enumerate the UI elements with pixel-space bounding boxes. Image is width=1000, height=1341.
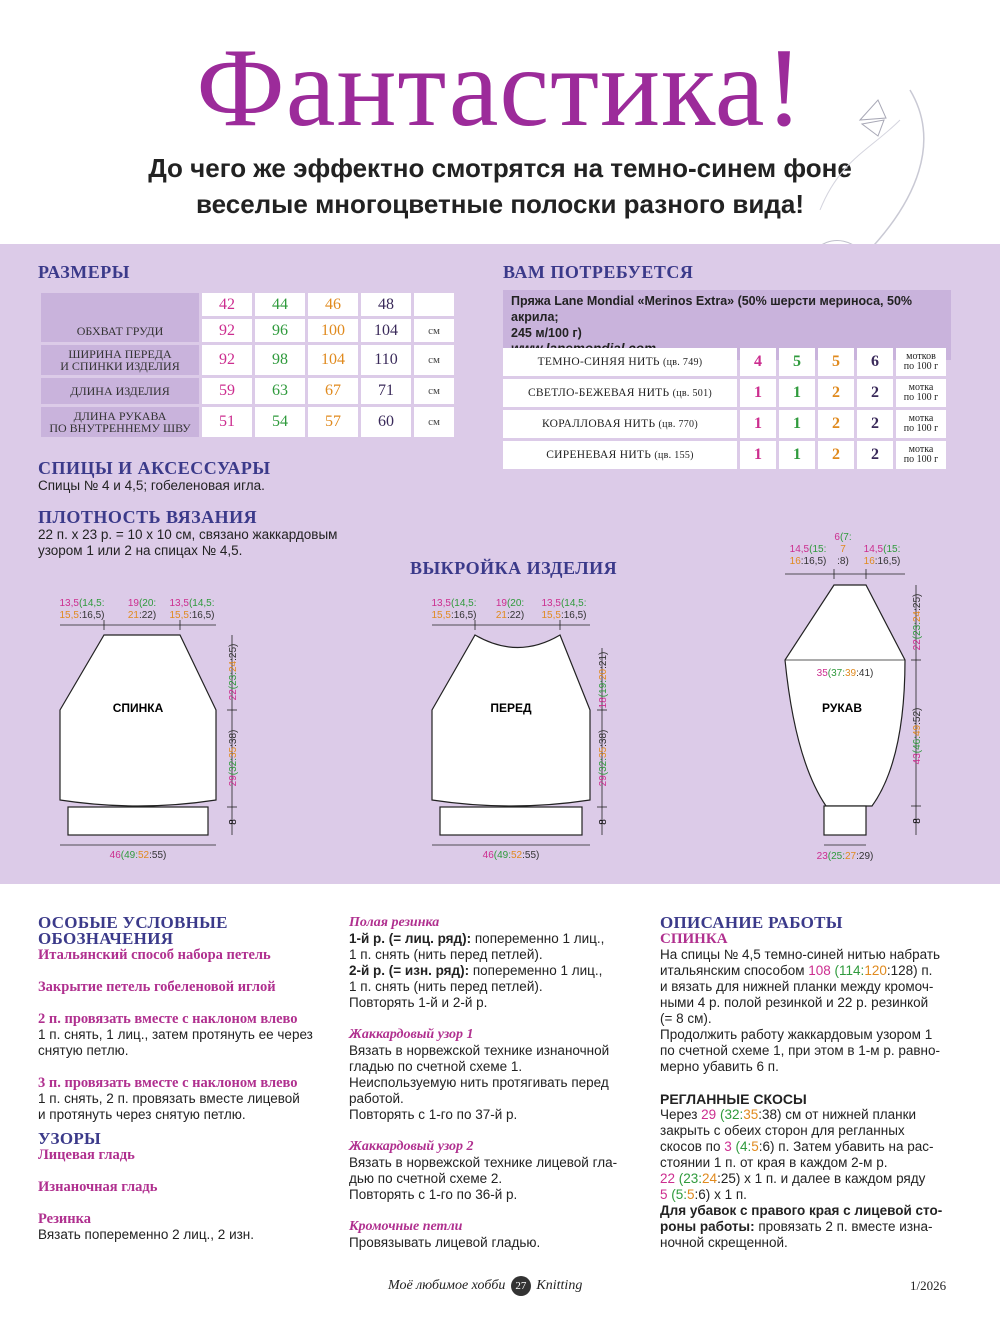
text-span: см от нижней планки — [781, 1107, 917, 1122]
size-value: :25) — [717, 1171, 741, 1186]
subtitle-line-2: веселые многоцветные полоски разного вида! — [195, 189, 805, 219]
text-line: дью по счетной схеме 2. — [349, 1171, 503, 1186]
dim-label: 13,5(14,5: — [431, 598, 477, 609]
subheading: Жаккардовый узор 2 — [349, 1139, 474, 1154]
value-cell: 71 — [361, 378, 411, 404]
subheading: РЕГЛАННЫЕ СКОСЫ — [660, 1091, 807, 1107]
needles-text: Спицы № 4 и 4,5; гобеленовая игла. — [38, 478, 265, 493]
value-cell: 110 — [361, 345, 411, 375]
row-label-line: И СПИНКИ ИЗДЕЛИЯ — [60, 359, 180, 373]
section-heading: ОБОЗНАЧЕНИЯ — [38, 929, 174, 948]
size-value: (32: — [716, 1107, 744, 1122]
size-value: 5 — [751, 1139, 759, 1154]
text-line — [660, 963, 960, 979]
unit-line: по 100 г — [903, 361, 939, 372]
unit-line: мотка — [908, 382, 934, 393]
yarn-color-label — [503, 348, 737, 376]
unit-line: мотка — [908, 413, 934, 424]
dim-label: 43(46:49:52) — [912, 707, 923, 765]
text-line: Вязать попеременно 2 лиц., 2 изн. — [38, 1227, 254, 1242]
size-value: :6) — [758, 1139, 775, 1154]
dim-label: 15,5:16,5) — [169, 610, 215, 621]
magazine-name-part: Моё любимое хобби — [388, 1278, 506, 1293]
gauge-line: узором 1 или 2 на спицах № 4,5. — [38, 543, 243, 558]
unit-line: по 100 г — [903, 392, 939, 403]
text-span: провязать 2 п. вместе изна- — [754, 1219, 933, 1234]
unit-cell: см — [414, 319, 454, 342]
yarn-name: СВЕТЛО-БЕЖЕВАЯ НИТЬ — [527, 387, 670, 399]
size-cell: 46 — [308, 293, 358, 316]
dim-label: 19(20: — [495, 598, 525, 609]
dim-label: 22(23:24:25) — [912, 593, 923, 651]
size-value: 35 — [743, 1107, 759, 1122]
text-line: Продолжить работу жаккардовым узором 1 — [660, 1027, 933, 1042]
value-cell: 92 — [202, 319, 252, 342]
magazine-name — [388, 1276, 582, 1296]
unit-cell: см — [414, 345, 454, 375]
pattern-heading: ВЫКРОЙКА ИЗДЕЛИЯ — [410, 558, 618, 578]
text-line: Провязывать лицевой гладью. — [349, 1235, 541, 1250]
value-cell: 100 — [308, 319, 358, 342]
dim-label: 35(37:39:41) — [816, 668, 874, 679]
yarn-code: (цв. 770) — [658, 419, 698, 430]
text-line: Для убавок с правого края с лицевой сто- — [660, 1203, 943, 1218]
text-line: Повторять 1-й и 2-й р. — [349, 995, 488, 1010]
gauge-line: 22 п. х 23 р. = 10 х 10 см, связано жаккардовым — [38, 527, 338, 542]
sleeve-piece — [785, 532, 923, 862]
table-row — [41, 345, 454, 375]
text-line: закрыть с обеих сторон для регланных — [660, 1123, 905, 1138]
magazine-title: Фантастика! — [196, 26, 804, 150]
subheading: Итальянский способ набора петель — [38, 947, 271, 963]
dim-label: 19(20: — [127, 598, 157, 609]
size-value: 5 — [687, 1187, 695, 1202]
text-line: 1 п. снять (нить перед петлей). — [349, 947, 543, 962]
yarn-color-label — [503, 379, 737, 407]
size-value: :128) — [886, 963, 918, 978]
text-span: п. — [917, 963, 933, 978]
value-cell: 1 — [740, 441, 776, 469]
size-value: 108 — [808, 963, 831, 978]
value-cell: 54 — [255, 407, 305, 437]
page-number: 27 — [511, 1276, 531, 1296]
size-value: (4: — [731, 1139, 752, 1154]
size-value: (23: — [675, 1171, 703, 1186]
dim-label: 15,5:16,5) — [59, 610, 105, 621]
text-line: 1 п. снять, 2 п. провязать вместе лицевой — [38, 1091, 300, 1106]
yarn-name: КОРАЛЛОВАЯ НИТЬ — [542, 418, 656, 430]
text-line: ными 4 р. полой резинкой и 22 р. резинкой — [660, 995, 929, 1010]
dim-label: 7 — [840, 544, 846, 555]
yarn-line: Пряжа Lane Mondial «Merinos Extra» (50% шерсти мериноса, 50% акрила; — [511, 294, 913, 324]
dim-label: 22(23:24:25) — [228, 643, 239, 701]
sizes-heading: РАЗМЕРЫ — [38, 262, 130, 282]
table-row — [41, 407, 454, 437]
dim-label: :8) — [837, 556, 849, 567]
dim-label: 15,5:16,5) — [541, 610, 587, 621]
row-text: попеременно 1 лиц., — [471, 931, 605, 946]
section-heading: ОПИСАНИЕ РАБОТЫ — [660, 913, 843, 932]
table-row — [503, 348, 946, 376]
text-line: по счетной схеме 1, при этом в 1-м р. равно- — [660, 1043, 940, 1058]
size-value: :38) — [758, 1107, 782, 1122]
dim-label: 46(49:52:55) — [482, 850, 540, 861]
dim-label: 8 — [912, 818, 923, 824]
value-cell: 96 — [255, 319, 305, 342]
text-span: х 1 п. — [710, 1187, 747, 1202]
dim-label: 14,5(15: — [863, 544, 901, 555]
value-cell: 1 — [740, 410, 776, 438]
value-cell: 1 — [779, 379, 815, 407]
yarn-code: (цв. 155) — [654, 450, 694, 461]
unit-cell — [896, 348, 946, 376]
text-line: (= 8 см). — [660, 1011, 712, 1026]
value-cell: 67 — [308, 378, 358, 404]
dim-label: 13,5(14,5: — [541, 598, 587, 609]
yarn-code: (цв. 749) — [663, 357, 703, 368]
size-value: (114: — [830, 963, 865, 978]
value-cell: 6 — [857, 348, 893, 376]
value-cell: 5 — [818, 348, 854, 376]
subheading: 2 п. провязать вместе с наклоном влево — [38, 1011, 298, 1027]
value-cell: 104 — [361, 319, 411, 342]
value-cell: 2 — [818, 379, 854, 407]
dim-label: 21:22) — [127, 610, 157, 621]
value-cell: 59 — [202, 378, 252, 404]
text-line — [660, 1219, 960, 1235]
value-cell: 4 — [740, 348, 776, 376]
gauge-heading: ПЛОТНОСТЬ ВЯЗАНИЯ — [38, 507, 258, 527]
subheading: СПИНКА — [660, 931, 728, 947]
unit-cell — [896, 441, 946, 469]
subheading: 3 п. провязать вместе с наклоном влево — [38, 1075, 298, 1091]
dim-label: 16:16,5) — [789, 556, 827, 567]
text-span: роны работы: — [660, 1219, 755, 1234]
yarn-code: (цв. 501) — [672, 388, 713, 399]
size-value: :6) — [694, 1187, 711, 1202]
size-value: (5: — [667, 1187, 688, 1202]
size-cell: 48 — [361, 293, 411, 316]
text-span: х 1 п. и далее в каждом ряду — [740, 1171, 926, 1186]
text-line: и протянуть через снятую петлю. — [38, 1107, 246, 1122]
table-row — [41, 293, 454, 316]
text-line: и вязать для нижней планки между кромоч- — [660, 979, 934, 994]
value-cell: 2 — [857, 441, 893, 469]
dim-label: 8 — [598, 819, 609, 825]
text-line — [660, 1139, 960, 1155]
row-label: ОБХВАТ ГРУДИ — [41, 293, 199, 342]
text-span: итальянским способом — [660, 963, 809, 978]
instructions-column — [660, 915, 960, 1251]
size-value: 120 — [864, 963, 887, 978]
size-cell: 42 — [202, 293, 252, 316]
text-line: Вязать в норвежской технике лицевой гла- — [349, 1155, 618, 1170]
text-line: 1 п. снять (нить перед петлей). — [349, 979, 543, 994]
yarn-name: СИРЕНЕВАЯ НИТЬ — [546, 449, 652, 461]
dim-label: 15,5:16,5) — [431, 610, 477, 621]
value-cell: 63 — [255, 378, 305, 404]
front-piece — [431, 598, 609, 861]
text-line: Повторять с 1-го по 37-й р. — [349, 1107, 518, 1122]
text-line — [660, 1171, 960, 1187]
value-cell: 1 — [779, 410, 815, 438]
section-heading: ОСОБЫЕ УСЛОВНЫЕ — [38, 913, 228, 932]
subheading: Закрытие петель гобеленовой иглой — [38, 979, 276, 995]
dim-label: 23(25:27:29) — [816, 851, 874, 862]
size-value: 24 — [702, 1171, 718, 1186]
text-line: стоянии 1 п. от края в каждом 2-м р. — [660, 1155, 888, 1170]
dim-label: 13,5(14,5: — [59, 598, 105, 609]
value-cell: 5 — [779, 348, 815, 376]
text-span: п. Затем убавить на рас- — [774, 1139, 934, 1154]
value-cell: 2 — [857, 410, 893, 438]
row-label: 2-й р. (= изн. ряд): — [349, 963, 470, 978]
section-heading: УЗОРЫ — [38, 1129, 102, 1148]
dim-label: 29(32:35:38) — [228, 729, 239, 787]
text-line: гладью по счетной схеме 1. — [349, 1059, 523, 1074]
size-value: 22 — [660, 1171, 676, 1186]
dim-label: 8 — [228, 819, 239, 825]
text-line: На спицы № 4,5 темно-синей нитью набрать — [660, 947, 941, 962]
dim-label: 18(19:20:21) — [598, 651, 609, 709]
table-row — [503, 379, 946, 407]
unit-cell — [896, 410, 946, 438]
table-row — [41, 378, 454, 404]
magazine-name-part: Knitting — [536, 1278, 583, 1293]
sleeve-label: РУКАВ — [822, 701, 862, 715]
row-label: ДЛИНА ИЗДЕЛИЯ — [41, 378, 199, 404]
page-footer — [0, 1276, 1000, 1298]
yarn-line: 245 м/100 г) — [511, 326, 582, 340]
row-label: 1-й р. (= лиц. ряд): — [349, 931, 472, 946]
row-label-line: ДЛИНА РУКАВА — [73, 409, 167, 423]
value-cell: 57 — [308, 407, 358, 437]
value-cell: 104 — [308, 345, 358, 375]
value-cell: 1 — [779, 441, 815, 469]
subheading: Кромочные петли — [349, 1219, 463, 1234]
yarn-color-label — [503, 441, 737, 469]
unit-line: по 100 г — [903, 423, 939, 434]
unit-cell: см — [414, 407, 454, 437]
subtitle-line-1: До чего же эффектно смотрятся на темно-синем фоне — [148, 153, 852, 183]
text-line: 1 п. снять, 1 лиц., затем протянуть ее через — [38, 1027, 313, 1042]
materials-table — [500, 345, 949, 472]
subheading: Жаккардовый узор 1 — [349, 1027, 474, 1042]
unit-line: по 100 г — [903, 454, 939, 465]
needles-heading: СПИЦЫ И АКСЕССУАРЫ — [38, 458, 271, 478]
text-line: снятую петлю. — [38, 1043, 129, 1058]
yarn-name: ТЕМНО-СИНЯЯ НИТЬ — [537, 356, 660, 368]
subheading: Полая резинка — [349, 915, 440, 930]
text-span: скосов по — [660, 1139, 725, 1154]
value-cell: 2 — [818, 410, 854, 438]
text-line: Вязать в норвежской технике изнаночной — [349, 1043, 610, 1058]
subheading: Изнаночная гладь — [38, 1179, 158, 1195]
text-line: ночной скрещенной. — [660, 1235, 788, 1250]
legend-column — [38, 915, 338, 1243]
front-label: ПЕРЕД — [490, 701, 532, 715]
text-line — [660, 1107, 960, 1123]
text-line: Неиспользуемую нить протягивать перед — [349, 1075, 609, 1090]
value-cell: 51 — [202, 407, 252, 437]
unit-line: мотка — [908, 444, 934, 455]
sizes-table — [38, 290, 457, 440]
row-label-line: ШИРИНА ПЕРЕДА — [68, 347, 172, 361]
unit-cell — [896, 379, 946, 407]
dim-label: 6(7: — [834, 532, 852, 543]
dim-label: 14,5(15: — [789, 544, 827, 555]
patterns-column — [349, 915, 649, 1251]
value-cell: 92 — [202, 345, 252, 375]
value-cell: 2 — [857, 379, 893, 407]
dim-label: 16:16,5) — [863, 556, 901, 567]
table-row — [503, 410, 946, 438]
size-cell: 44 — [255, 293, 305, 316]
text-line: Повторять с 1-го по 36-й р. — [349, 1187, 518, 1202]
value-cell: 60 — [361, 407, 411, 437]
value-cell: 1 — [740, 379, 776, 407]
size-value: 5 — [660, 1187, 668, 1202]
unit-line: мотков — [906, 351, 936, 362]
text-line — [660, 1187, 960, 1203]
row-text: попеременно 1 лиц., — [469, 963, 603, 978]
row-label — [41, 407, 199, 437]
dim-label: 13,5(14,5: — [169, 598, 215, 609]
issue-number: 1/2026 — [910, 1278, 947, 1293]
subheading: Резинка — [38, 1211, 92, 1227]
text-line — [349, 963, 649, 979]
text-span: Через — [660, 1107, 702, 1122]
table-row — [503, 441, 946, 469]
value-cell: 2 — [818, 441, 854, 469]
text-line — [349, 931, 649, 947]
value-cell: 98 — [255, 345, 305, 375]
text-line: работой. — [349, 1091, 404, 1106]
back-label: СПИНКА — [112, 701, 164, 715]
text-line: мерно убавить 6 п. — [660, 1059, 779, 1074]
size-value: 29 — [701, 1107, 717, 1122]
dim-label: 29(32:35:38) — [598, 729, 609, 787]
subheading: Лицевая гладь — [38, 1147, 135, 1163]
row-label-line: ПО ВНУТРЕННЕМУ ШВУ — [49, 421, 191, 435]
back-piece — [59, 598, 239, 861]
unit-cell: см — [414, 378, 454, 404]
dim-label: 21:22) — [495, 610, 525, 621]
pattern-diagram — [0, 530, 1000, 880]
row-label — [41, 345, 199, 375]
dim-label: 46(49:52:55) — [109, 850, 167, 861]
size-value: 3 — [724, 1139, 732, 1154]
materials-heading: ВАМ ПОТРЕБУЕТСЯ — [503, 262, 694, 282]
yarn-color-label — [503, 410, 737, 438]
